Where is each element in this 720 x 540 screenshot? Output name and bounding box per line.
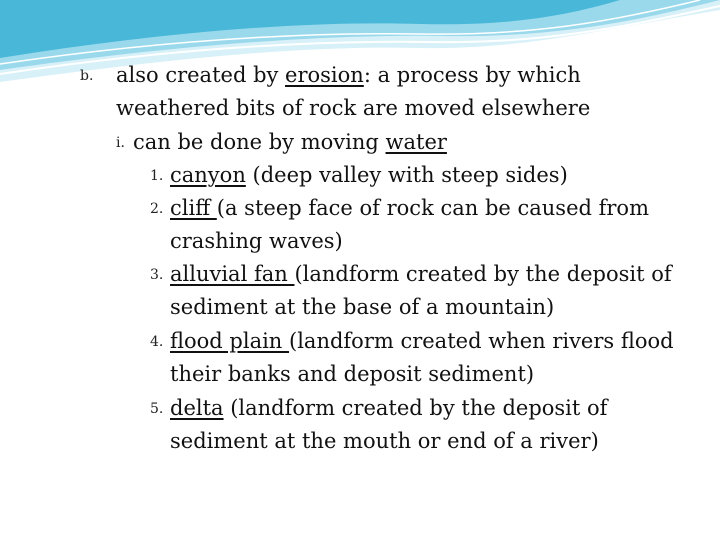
outline-term-canyon: canyon	[170, 163, 246, 187]
outline-term-flood-plain: flood plain	[170, 329, 290, 353]
outline-line-i	[133, 126, 447, 159]
outline-text: : a process by which	[363, 63, 581, 87]
outline-text: (deep valley with steep sides)	[245, 163, 568, 187]
outline-marker-b: b.	[80, 68, 94, 84]
outline-term-erosion: erosion	[285, 63, 364, 87]
outline-marker-5: 5.	[150, 401, 164, 417]
outline-item-5-continued: sediment at the mouth or end of a river)	[170, 429, 599, 453]
outline-item-4	[170, 325, 674, 358]
outline-item-3-continued: sediment at the base of a mountain)	[170, 295, 555, 319]
outline-term-cliff: cliff	[170, 196, 217, 220]
outline-item-4-continued: their banks and deposit sediment)	[170, 362, 535, 386]
outline-text: also created by	[116, 63, 286, 87]
outline-marker-3: 3.	[150, 267, 164, 283]
outline-marker-1: 1.	[150, 168, 164, 184]
outline-text: (landform created by the deposit of	[223, 396, 608, 420]
outline-text: can be done by moving	[133, 130, 386, 154]
outline-item-2-continued: crashing waves)	[170, 229, 343, 253]
outline-term-alluvial-fan: alluvial fan	[170, 262, 295, 286]
outline-marker-2: 2.	[150, 201, 164, 217]
outline-item-3	[170, 258, 672, 291]
outline-item-5	[170, 392, 607, 425]
outline-line-b	[116, 59, 581, 92]
outline-item-2	[170, 192, 649, 225]
outline-text: (landform created by the deposit of	[294, 262, 672, 286]
outline-term-water: water	[385, 130, 447, 154]
outline-item-1	[170, 159, 568, 192]
outline-line-b-continued: weathered bits of rock are moved elsewhere	[116, 96, 591, 120]
outline-text: (landform created when rivers flood	[289, 329, 674, 353]
outline-marker-i: i.	[116, 135, 125, 151]
outline-marker-4: 4.	[150, 334, 164, 350]
outline-term-delta: delta	[170, 396, 224, 420]
outline-text: (a steep face of rock can be caused from	[216, 196, 649, 220]
